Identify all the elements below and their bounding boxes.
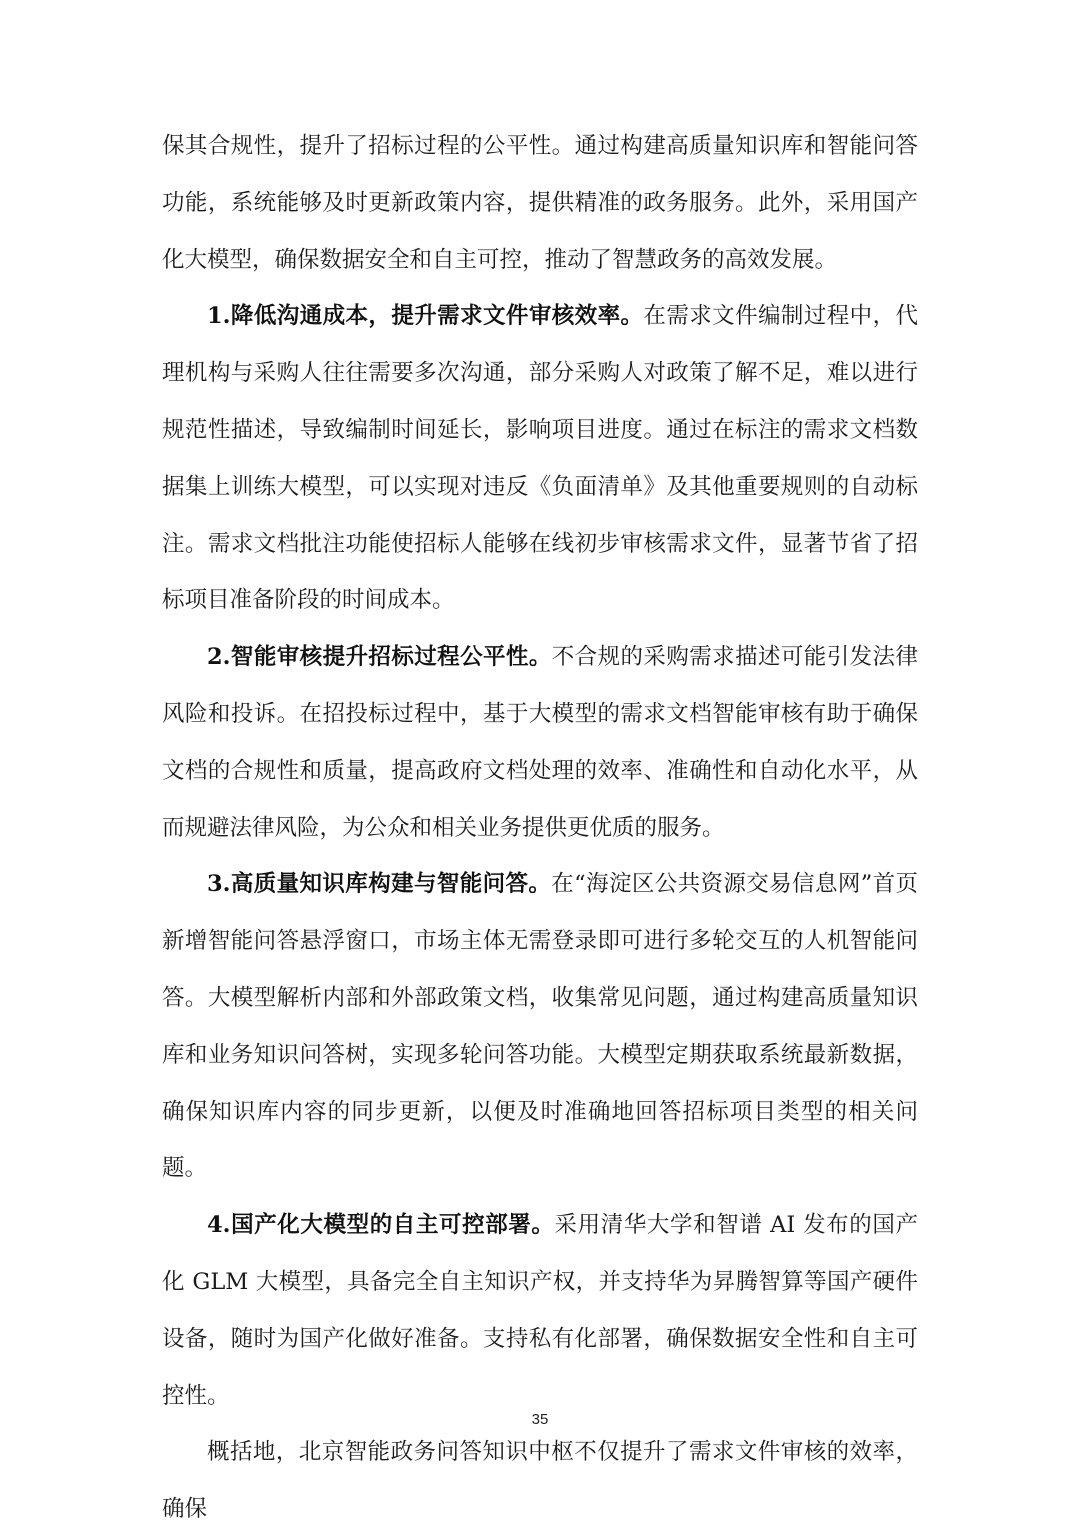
paragraph-point-3 [162,856,918,1197]
paragraph-point-1 [162,288,918,629]
paragraph-text: 采用清华大学和智谱 AI 发布的国产化 GLM 大模型，具备完全自主知识产权，并支持华为昇腾智算等国产硬件设备，随时为国产化做好准备。支持私有化部署，确保数据安全性和自主可控性。 [162,1212,918,1409]
paragraph-text: 在需求文件编制过程中，代理机构与采购人往往需要多次沟通，部分采购人对政策了解不足，难以进行规范性描述，导致编制时间延长，影响项目进度。通过在标注的需求文档数据集上训练大模型，可以实现对违反《负面清单》及其他重要规则的自动标注。需求文档批注功能使招标人能够在线初步审核需求文件，显著节省了招标项目准备阶段的时间成本。 [162,303,918,614]
page-number: 35 [531,1411,549,1428]
paragraph-lead: 3.高质量知识库构建与智能问答。 [207,871,552,898]
paragraph-lead: 1.降低沟通成本，提升需求文件审核效率。 [207,303,644,330]
paragraph-text: 保其合规性，提升了招标过程的公平性。通过构建高质量知识库和智能问答功能，系统能够及时更新政策内容，提供精准的政务服务。此外，采用国产化大模型，确保数据安全和自主可控，推动了智慧政务的高效发展。 [162,133,918,273]
paragraph-continuation [162,118,918,288]
paragraph-text: 概括地，北京智能政务问答知识中枢不仅提升了需求文件审核的效率，确保 [162,1439,918,1523]
paragraph-summary [162,1424,918,1538]
body-text [162,118,918,1538]
paragraph-point-2 [162,629,918,856]
paragraph-text: 不合规的采购需求描述可能引发法律风险和投诉。在招投标过程中，基于大模型的需求文档智能审核有助于确保文档的合规性和质量，提高政府文档处理的效率、准确性和自动化水平，从而规避法律风险，为公众和相关业务提供更优质的服务。 [162,644,918,841]
paragraph-lead: 4.国产化大模型的自主可控部署。 [207,1212,555,1239]
paragraph-point-4 [162,1197,918,1424]
paragraph-text: 在“海淀区公共资源交易信息网”首页新增智能问答悬浮窗口，市场主体无需登录即可进行多轮交互的人机智能问答。大模型解析内部和外部政策文档，收集常见问题，通过构建高质量知识库和业务知识问答树，实现多轮问答功能。大模型定期获取系统最新数据，确保知识库内容的同步更新，以便及时准确地回答招标项目类型的相关问题。 [162,871,918,1182]
paragraph-lead: 2.智能审核提升招标过程公平性。 [207,644,552,671]
